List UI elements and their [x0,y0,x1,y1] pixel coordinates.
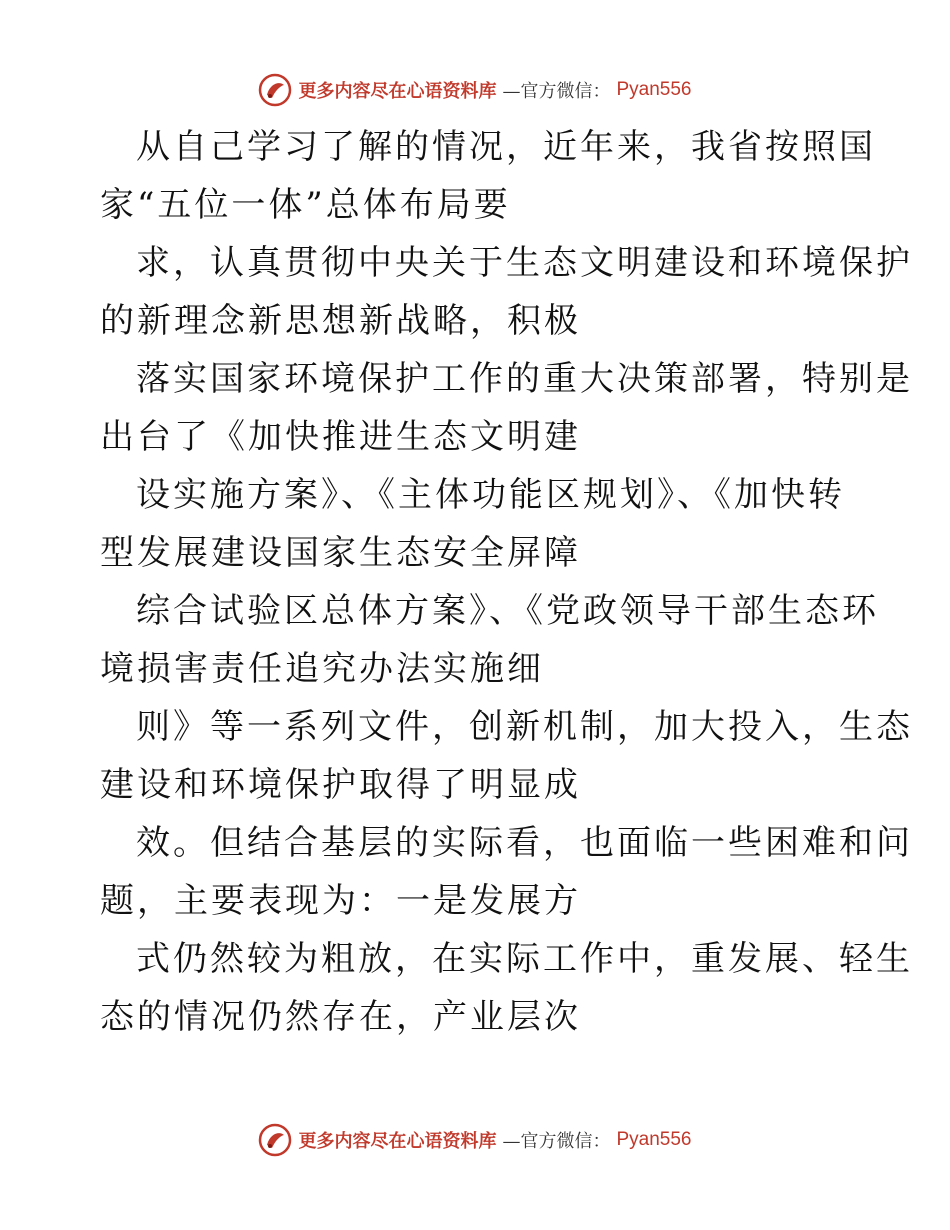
brand-logo-icon [258,73,292,107]
body-line: 效。但结合基层的实际看，也面临一些困难和问 [136,823,913,863]
body-line: 综合试验区总体方案》、《党政领导干部生态环 [136,591,879,631]
body-line: 设实施方案》、《主体功能区规划》、《加快转 [136,475,845,515]
banner-wechat-id: Pyan556 [616,1129,692,1150]
body-line: 落实国家环境保护工作的重大决策部署，特别是 [136,359,913,399]
body-line: 式仍然较为粗放，在实际工作中，重发展、轻生 [136,939,913,979]
body-line: 建设和环境保护取得了明显成 [100,765,581,805]
document-body [100,118,913,1046]
body-line: 求，认真贯彻中央关于生态文明建设和环境保护 [136,243,913,283]
body-line: 型发展建设国家生态安全屏障 [100,533,581,573]
body-line: 题，主要表现为：一是发展方 [100,881,581,921]
banner-separator-text: —官方微信： [502,1131,611,1152]
header-watermark-banner [0,70,950,110]
banner-separator-text: —官方微信： [502,81,611,102]
footer-watermark-banner [0,1120,950,1160]
body-line: 的新理念新思想新战略，积极 [100,301,581,341]
banner-main-text: 更多内容尽在心语资料库 [298,1131,497,1152]
banner-main-text: 更多内容尽在心语资料库 [298,81,497,102]
banner-wechat-id: Pyan556 [616,79,692,100]
body-line: 则》等一系列文件，创新机制，加大投入，生态 [136,707,913,747]
body-line: 出台了《加快推进生态文明建 [100,417,581,457]
body-line: 从自己学习了解的情况，近年来，我省按照国 [136,127,876,167]
body-line: 态的情况仍然存在，产业层次 [100,997,581,1037]
body-line: 境损害责任追究办法实施细 [100,649,544,689]
body-line: 家“五位一体”总体布局要 [100,185,511,225]
brand-logo-icon [258,1123,292,1157]
